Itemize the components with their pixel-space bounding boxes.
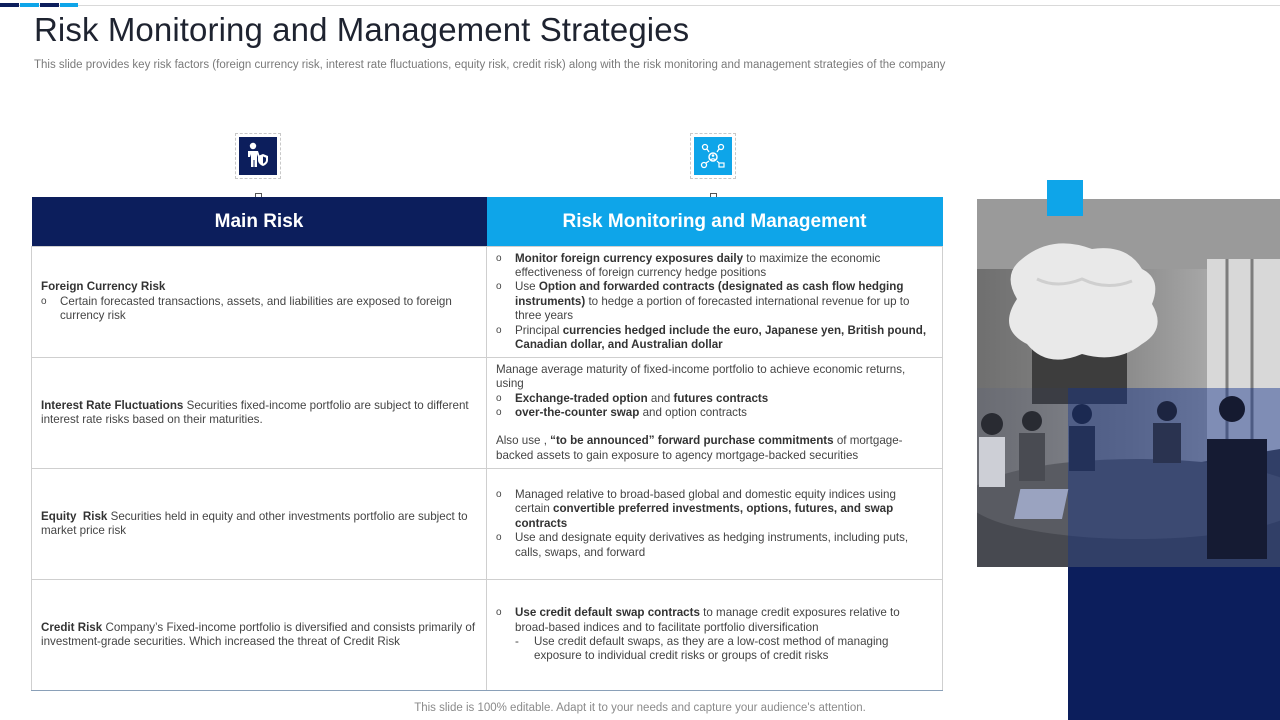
bullet-marker: o	[496, 324, 502, 336]
top-accent-bar	[0, 0, 1280, 8]
risk-cell-credit	[32, 580, 487, 691]
mgmt-bullet: o Use Option and forwarded contracts (designated as cash flow hedging instruments) to hedge a portion of forecasted international revenue for up to three years	[496, 280, 910, 323]
risk-cell-interest-rate	[32, 358, 487, 469]
bullet-marker: o	[496, 488, 502, 500]
mgmt-bullet: o Managed relative to broad-based global and domestic equity indices using certain convertible preferred investments, options, futures, and swap contracts	[496, 487, 896, 530]
header-risk-monitoring: Risk Monitoring and Management	[487, 197, 943, 247]
mgmt-note: Also use , “to be announced” forward purchase commitments of mortgage-backed assets to gain exposure to agency mortgage-backed securities	[496, 434, 903, 462]
mgmt-sub-bullet: - Use credit default swaps, as they are a low-cost method of managing exposure to individual credit risks or groups of credit risks	[515, 635, 889, 663]
bullet-marker: o	[496, 252, 502, 264]
sub-bullet-marker: -	[515, 635, 519, 648]
header-main-risk: Main Risk	[32, 197, 487, 247]
mgmt-cell-foreign-currency	[487, 247, 943, 358]
risk-text: Company’s Fixed-income portfolio is diversified and consists primarily of investment-grade securities. Which increased the threat of Credit Risk	[41, 620, 476, 648]
page-subtitle: This slide provides key risk factors (foreign currency risk, interest rate fluctuations, equity risk, credit risk) along with the risk monitoring and management strategies of the company	[34, 59, 946, 71]
bullet-marker: o	[496, 392, 502, 404]
table-row	[32, 580, 943, 691]
risk-bullet: o Certain forecasted transactions, assets, and liabilities are exposed to foreign currency risk	[41, 294, 452, 323]
person-shield-icon	[239, 137, 277, 175]
mgmt-cell-interest-rate	[487, 358, 943, 469]
mgmt-bullet: o over-the-counter swap and option contracts	[496, 406, 747, 419]
risk-title: Credit Risk	[41, 620, 103, 634]
risk-cell-equity	[32, 469, 487, 580]
accent-segment	[20, 3, 39, 7]
risk-text: Securities fixed-income portfolio are subject to different interest rate risks based on their maturities.	[41, 398, 469, 426]
table-row	[32, 358, 943, 469]
top-divider	[0, 5, 1280, 6]
mgmt-cell-equity	[487, 469, 943, 580]
bullet-marker: o	[496, 281, 502, 293]
mgmt-bullet: o Use and designate equity derivatives as hedging instruments, including puts, calls, swaps, and forward	[496, 531, 909, 559]
risk-table	[31, 197, 943, 691]
management-icon-frame	[690, 133, 736, 179]
accent-segment	[40, 3, 59, 7]
accent-segment	[60, 3, 78, 7]
table-row	[32, 469, 943, 580]
risk-title: Interest Rate Fluctuations	[41, 398, 184, 412]
risk-cell-foreign-currency	[32, 247, 487, 358]
mgmt-bullet: o Exchange-traded option and futures contracts	[496, 391, 769, 405]
accent-segment	[0, 3, 19, 7]
risk-title: Foreign Currency Risk	[41, 280, 166, 294]
mgmt-bullet: o Principal currencies hedged include the euro, Japanese yen, British pound, Canadian dollar, and Australian dollar	[496, 323, 927, 352]
mgmt-intro: Manage average maturity of fixed-income portfolio to achieve economic returns, using	[496, 362, 906, 391]
blue-accent-square	[1047, 180, 1083, 216]
main-risk-icon-frame	[235, 133, 281, 179]
bullet-marker: o	[496, 532, 502, 544]
bullet-marker: o	[496, 407, 502, 418]
footer-note: This slide is 100% editable. Adapt it to your needs and capture your audience's attention.	[414, 702, 866, 714]
mgmt-bullet: o Use credit default swap contracts to manage credit exposures relative to broad-based indices and to facilitate portfolio diversification	[496, 606, 900, 634]
risk-text: Securities held in equity and other investments portfolio are subject to market price risk	[41, 509, 468, 537]
page-title: Risk Monitoring and Management Strategies	[34, 11, 690, 48]
mgmt-cell-credit	[487, 580, 943, 691]
risk-title: Equity Risk	[41, 509, 108, 523]
currency-exchange-icon	[694, 137, 732, 175]
table-row	[32, 247, 943, 358]
meeting-photo	[977, 199, 1280, 567]
bullet-marker: o	[496, 607, 502, 619]
bullet-marker: o	[41, 295, 47, 307]
mgmt-bullet: o Monitor foreign currency exposures daily to maximize the economic effectiveness of foreign currency hedge positions	[496, 251, 881, 279]
